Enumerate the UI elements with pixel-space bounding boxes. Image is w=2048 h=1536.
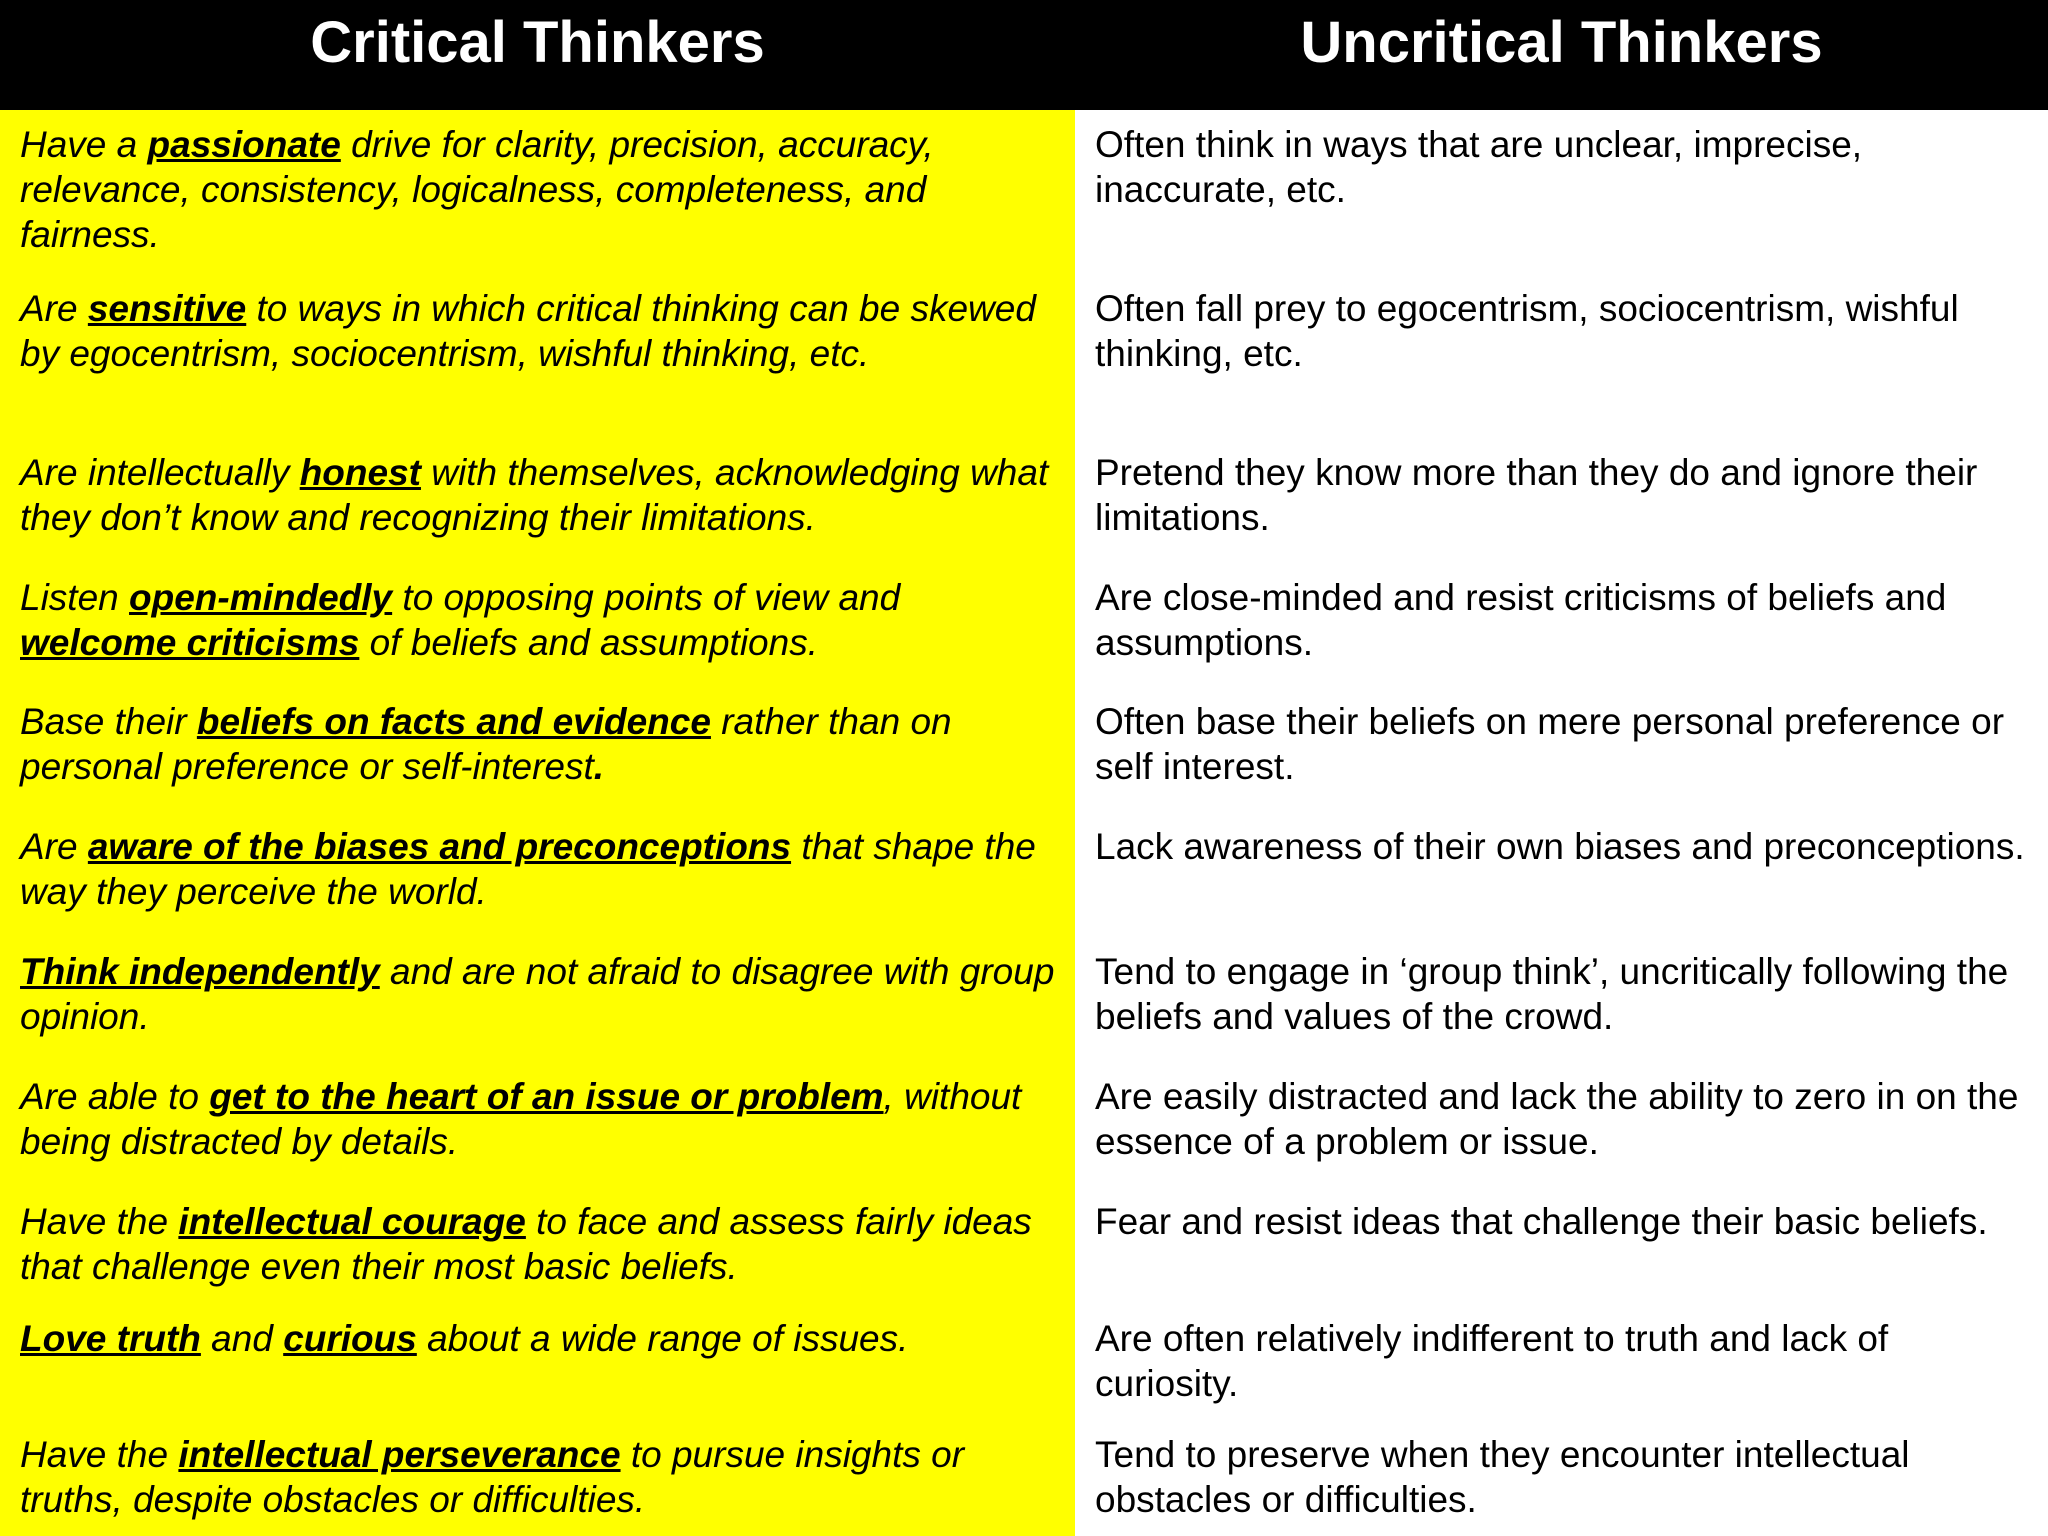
critical-trait-7: Think independently and are not afraid to disagree with group opinion. (20, 951, 1055, 1037)
trait-keyword: curious (283, 1318, 417, 1359)
uncritical-trait-4: Are close-minded and resist criticisms of beliefs and assumptions. (1095, 577, 1947, 663)
critical-trait-5: Base their beliefs on facts and evidence rather than on personal preference or self-interest. (20, 701, 952, 787)
uncritical-trait-7: Tend to engage in ‘group think’, uncritically following the beliefs and values of the crowd. (1095, 951, 2009, 1037)
trait-keyword: welcome criticisms (20, 622, 360, 663)
uncritical-trait-8: Are easily distracted and lack the ability to zero in on the essence of a problem or issue. (1095, 1076, 2019, 1162)
trait-keyword: open-mindedly (129, 577, 393, 618)
trait-keyword: honest (299, 452, 421, 493)
critical-trait-9: Have the intellectual courage to face and assess fairly ideas that challenge even their most basic beliefs. (20, 1201, 1032, 1287)
header-critical-thinkers: Critical Thinkers (310, 10, 765, 75)
uncritical-trait-6: Lack awareness of their own biases and preconceptions. (1095, 826, 2025, 867)
critical-trait-8: Are able to get to the heart of an issue or problem, without being distracted by details. (20, 1076, 1022, 1162)
uncritical-trait-1: Often think in ways that are unclear, imprecise, inaccurate, etc. (1095, 124, 1863, 210)
uncritical-trait-3: Pretend they know more than they do and ignore their limitations. (1095, 452, 1978, 538)
trait-keyword: get to the heart of an issue or problem (209, 1076, 884, 1117)
uncritical-trait-9: Fear and resist ideas that challenge their basic beliefs. (1095, 1201, 1988, 1242)
trait-keyword: intellectual courage (178, 1201, 526, 1242)
trait-keyword: beliefs on facts and evidence (196, 701, 711, 742)
uncritical-trait-10: Are often relatively indifferent to truth and lack of curiosity. (1095, 1318, 1889, 1404)
trait-keyword: passionate (147, 124, 341, 165)
critical-trait-4: Listen open-mindedly to opposing points of view and welcome criticisms of beliefs and assumptions. (20, 577, 901, 663)
trait-keyword: Love truth (20, 1318, 201, 1359)
trait-keyword: Think independently (20, 951, 380, 992)
table-header (0, 0, 2048, 110)
trait-keyword: intellectual perseverance (178, 1434, 621, 1475)
uncritical-trait-2: Often fall prey to egocentrism, sociocentrism, wishful thinking, etc. (1095, 288, 1959, 374)
critical-trait-1: Have a passionate drive for clarity, precision, accuracy, relevance, consistency, logicalness, completeness, and fairness. (20, 124, 934, 255)
critical-trait-10: Love truth and curious about a wide range of issues. (20, 1318, 909, 1359)
trait-keyword: aware of the biases and preconceptions (87, 826, 792, 867)
critical-trait-11: Have the intellectual perseverance to pursue insights or truths, despite obstacles or difficulties. (20, 1434, 965, 1520)
critical-trait-3: Are intellectually honest with themselves, acknowledging what they don’t know and recognizing their limitations. (20, 452, 1049, 538)
uncritical-trait-5: Often base their beliefs on mere personal preference or self interest. (1095, 701, 2005, 787)
trait-keyword: sensitive (87, 288, 247, 329)
uncritical-trait-11: Tend to preserve when they encounter intellectual obstacles or difficulties. (1095, 1434, 1910, 1520)
header-uncritical-thinkers: Uncritical Thinkers (1300, 10, 1823, 75)
critical-trait-6: Are aware of the biases and preconceptions that shape the way they perceive the world. (20, 826, 1036, 912)
critical-trait-2: Are sensitive to ways in which critical thinking can be skewed by egocentrism, sociocentrism, wishful thinking, etc. (20, 288, 1036, 374)
